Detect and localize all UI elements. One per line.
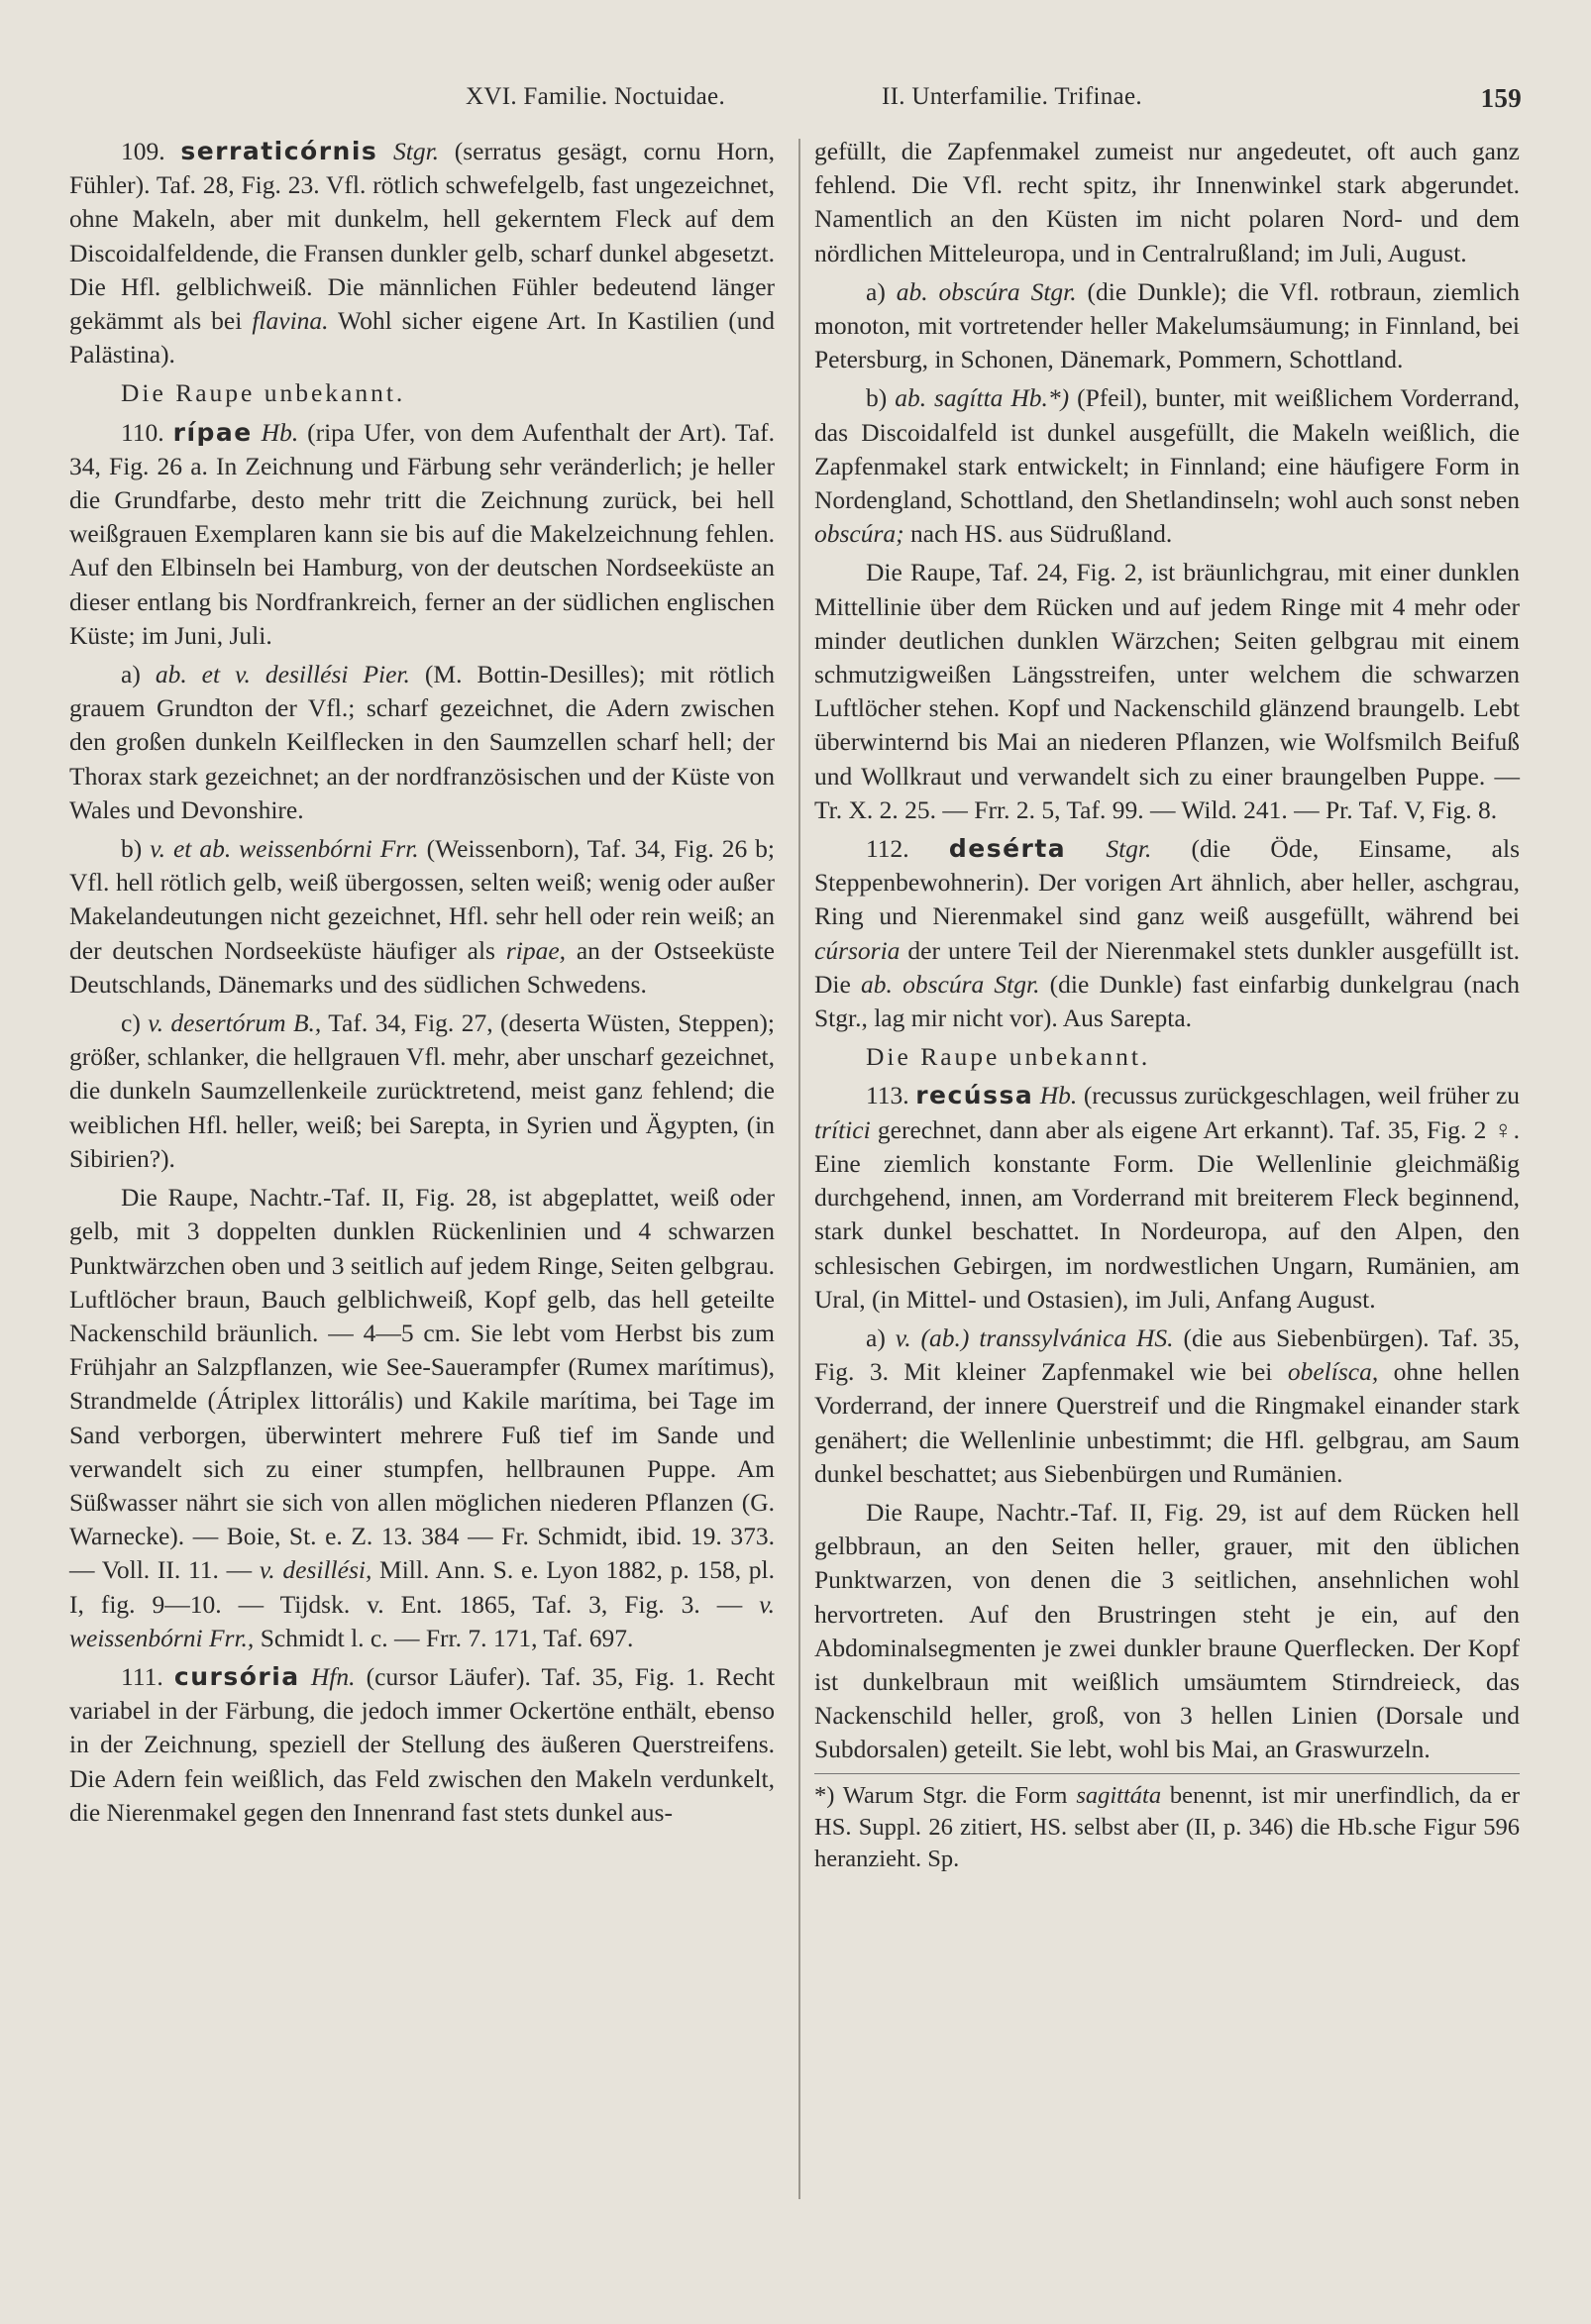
form-text: an der Ostseeküste Deutschlands, Dänemarks und des südlichen Schwedens.: [69, 935, 775, 999]
form-label: a): [866, 1322, 896, 1352]
form-110a: [69, 658, 775, 827]
left-column: [69, 135, 775, 1835]
species-reference: v. desillési,: [259, 1555, 372, 1585]
entry-text: der untere Teil der Nierenmakel stets dunkler ausgefüllt ist. Die: [814, 935, 1520, 999]
form-text: (die Dunkle); die Vfl. rotbraun, ziemlich monoton, mit vortretender heller Makelumsäumung; in Finnland, bei Petersburg, in Schonen, Dänemark, Pommern, Schottland.: [814, 276, 1520, 374]
entry-111-continued: [814, 135, 1520, 270]
running-header: [69, 83, 1522, 123]
form-name: v. (ab.) transsylvánica HS.: [895, 1322, 1174, 1352]
species-reference: ab. obscúra Stgr.: [861, 969, 1040, 999]
right-column: [814, 135, 1520, 1875]
larva-109: [69, 376, 775, 410]
larva-112: [814, 1040, 1520, 1074]
form-text: ohne hellen Vorderrand, der innere Querstreif und die Ringmakel einander stark genähert; die Wellenlinie unbestimmt; die Hfl. gelbgrau, am Saum dunkel beschattet; aus Siebenbürgen und Rumänien.: [814, 1357, 1521, 1488]
form-name: ab. sagítta Hb.*): [895, 383, 1070, 413]
species-author: Stgr.: [393, 137, 440, 165]
form-label: a): [121, 660, 156, 689]
entry-text: (die Dunkle) fast einfarbig dunkelgrau (nach Stgr., lag mir nicht vor). Aus Sarepta.: [814, 969, 1520, 1033]
form-110b: [69, 832, 775, 1002]
entry-text: (recussus zurückgeschlagen, weil früher zu: [1077, 1081, 1521, 1110]
form-label: b): [121, 834, 151, 864]
species-name: rípae: [172, 417, 253, 447]
species-reference: v. weissenbórni Frr.,: [69, 1589, 775, 1652]
species-name: serraticórnis: [180, 137, 378, 165]
species-reference: trítici: [814, 1114, 871, 1144]
page-number: 159: [1480, 83, 1522, 113]
form-label: c): [121, 1008, 149, 1038]
header-subfamily: II. Unterfamilie. Trifinae.: [882, 83, 1142, 110]
species-reference: cúrsoria: [814, 935, 901, 965]
header-family: XVI. Familie. Noctuidae.: [466, 83, 725, 110]
larva-110: [69, 1181, 775, 1655]
species-name: recússa: [915, 1081, 1034, 1110]
form-name: ab. et v. desillési Pier.: [155, 660, 410, 689]
form-text: (Weissenborn), Taf. 34, Fig. 26 b; Vfl. hell rötlich gelb, weiß übergossen, selten weiß; wenig oder außer Makelandeutungen nicht gezeichnet, Hfl. sehr hell oder rein weiß; an der deutschen Nordseeküste häufiger als: [69, 834, 775, 965]
species-reference: obelísca,: [1287, 1357, 1379, 1387]
form-label: b): [866, 383, 896, 413]
form-name: v. et ab. weissenbórni Frr.: [150, 834, 419, 864]
larva-113: [814, 1496, 1520, 1767]
footnote-text: benennt, ist mir unerfindlich, da er HS. Suppl. 26 zitiert, HS. selbst aber (II, p. 346) die Hb.sche Figur 596 heranzieht. Sp.: [814, 1781, 1520, 1872]
species-author: Hb.: [261, 417, 299, 447]
species-name: desérta: [948, 834, 1067, 864]
form-text: (M. Bottin-Desilles); mit rötlich grauem Grundton der Vfl.; scharf gezeichnet, die Adern zwischen den großen dunkeln Keilflecken in den Saumzellen scharf hell; der Thorax stark gezeichnet; an der nordfranzösischen und der Küste von Wales und Devonshire.: [69, 660, 776, 824]
larva-111: [814, 556, 1520, 827]
entry-text: (die Öde, Einsame, als Steppenbewohnerin). Der vorigen Art ähnlich, aber heller, aschgrau, Ring und Nierenmakel sind ganz weiß ausgefüllt, während bei: [814, 834, 1521, 931]
larva-text: Die Raupe, Taf. 24, Fig. 2, ist bräunlichgrau, mit einer dunklen Mittellinie über dem Rücken und auf jedem Ringe mit 4 mehr oder minder deutlichen dunklen Wärzchen; Seiten gelbgrau mit einem schmutzigweißen Längsstreifen, unter welchem die schwarzen Luftlöcher stehen. Kopf und Nackenschild glänzend braungelb. Lebt überwinternd bis Mai an niederen Pflanzen, wie Wolfsmilch Beifuß und Wollkraut und verwandelt sich zu einer braungelben Puppe. — Tr. X. 2. 25. — Frr. 2. 5, Taf. 99. — Wild. 241. — Pr. Taf. V, Fig. 8.: [814, 558, 1520, 824]
form-110c: [69, 1006, 775, 1176]
column-divider: [798, 139, 800, 2199]
species-author: Hfn.: [310, 1661, 356, 1691]
species-reference: flavina.: [252, 306, 329, 336]
species-reference: sagittáta: [1076, 1781, 1162, 1809]
larva-text: Schmidt l. c. — Frr. 7. 171, Taf. 697.: [254, 1623, 634, 1652]
entry-110: [69, 416, 775, 653]
entry-text: (serratus gesägt, cornu Horn, Fühler). Taf. 28, Fig. 23. Vfl. rötlich schwefelgelb, fast ungezeichnet, ohne Makeln, aber mit dunkelm, hell gekerntem Fleck auf dem Discoidalfeldende, die Fransen dunkler gelb, scharf dunkel abgesetzt. Die Hfl. gelblichweiß. Die männlichen Fühler bedeutend länger gekämmt als bei: [69, 137, 776, 336]
species-author: Stgr.: [1106, 834, 1152, 864]
entry-113: [814, 1079, 1520, 1316]
entry-number: 109.: [121, 137, 165, 165]
species-reference: ripae,: [505, 935, 567, 965]
form-111b: [814, 381, 1520, 551]
entry-text: (ripa Ufer, von dem Aufenthalt der Art). Taf. 34, Fig. 26 a. In Zeichnung und Färbung sehr veränderlich; je heller die Grundfarbe, desto mehr tritt die Zeichnung zurück, bei hell weißgrauen Exemplaren kann sie bis auf die Makelzeichnung fehlen. Auf den Elbinseln bei Hamburg, von der deutschen Nordseeküste an dieser entlang bis Nordfrankreich, ferner an der südlichen englischen Küste; im Juni, Juli.: [69, 417, 776, 650]
form-111a: [814, 275, 1520, 377]
species-author: Hb.: [1039, 1081, 1078, 1110]
entry-text: gefüllt, die Zapfenmakel zumeist nur angedeutet, oft auch ganz fehlend. Die Vfl. recht spitz, ihr Innenwinkel stark abgerundet. Namentlich an den Küsten im nicht polaren Nord- und dem nördlichen Mitteleuropa, und in Centralrußland; im Juli, August.: [814, 137, 1520, 267]
entry-109: [69, 135, 775, 371]
entry-111: [69, 1660, 775, 1830]
form-113a: [814, 1321, 1520, 1491]
entry-text: Wohl sicher eigene Art. In Kastilien (und Palästina).: [69, 306, 775, 370]
form-text: (Pfeil), bunter, mit weißlichem Vorderrand, das Discoidalfeld ist dunkel ausgefüllt, die Makeln weißlich, die Zapfenmakel stark entwickelt; in Finnland; eine häufigere Form in Nordengland, Schottland, den Shetlandinseln; wohl auch sonst neben: [814, 383, 1520, 515]
form-label: a): [866, 276, 897, 306]
footnote: [814, 1773, 1520, 1875]
form-text: Taf. 34, Fig. 27, (deserta Wüsten, Steppen); größer, schlanker, die hellgrauen Vfl. mehr, aber unscharf gezeichnet, die dunkeln Saumzellenkeile zurücktretend, meist ganz fehlend; die weiblichen Hfl. heller, weiß; bei Sarepta, in Syrien und Ägypten, (in Sibirien?).: [69, 1008, 775, 1173]
form-text: (die aus Siebenbürgen). Taf. 35, Fig. 3. Mit kleiner Zapfenmakel wie bei: [814, 1322, 1520, 1387]
form-name: v. desertórum B.,: [148, 1008, 322, 1038]
footnote-text: *) Warum Stgr. die Form: [814, 1781, 1077, 1809]
entry-number: 113.: [866, 1081, 909, 1110]
larva-text: Die Raupe, Nachtr.-Taf. II, Fig. 29, ist auf dem Rücken hell gelbbraun, an den Seiten heller, grauer, mit den üblichen Punktwarzen, von denen die 3 seitlichen, ansehnlichen wohl hervortreten. Auf den Brustringen steht je ein, auf den Abdominalsegmenten je zwei dunkler braune Querflecken. Der Kopf ist dunkelbraun mit weißlich umsäumtem Stirndreieck, das Nackenschild heller, groß, von 3 hellen Linien (Dorsale und Subdorsalen) geteilt. Sie lebt, wohl bis Mai, an Graswurzeln.: [814, 1497, 1520, 1764]
larva-text: Die Raupe unbekannt.: [121, 378, 406, 408]
species-name: cursória: [173, 1661, 300, 1691]
larva-text: Die Raupe, Nachtr.-Taf. II, Fig. 28, ist abgeplattet, weiß oder gelb, mit 3 doppelten dunklen Rückenlinien und 4 schwarzen Punktwärzchen oben und 3 seitlich auf jedem Ringe, Seiten gelbgrau. Luftlöcher braun, Bauch gelblichweiß, Kopf gelb, das hell geteilte Nackenschild bräunlich. — 4—5 cm. Sie lebt vom Herbst bis zum Frühjahr an Salzpflanzen, wie See-Sauerampfer (Rumex marítimus), Strandmelde (Átriplex littorális) und Kakile marítima, bei Tage im Sand verborgen, überwintert mehrere Fuß tief im Sande und verwandelt sich zu einer stumpfen, hellbraunen Puppe. Am Süßwasser nährt sie sich von allen möglichen niederen Pflanzen (G. Warnecke). — Boie, St. e. Z. 13. 384 — Fr. Schmidt, ibid. 19. 373. — Voll. II. 11. —: [69, 1183, 775, 1585]
larva-text: Die Raupe unbekannt.: [866, 1042, 1151, 1072]
form-text: nach HS. aus Südrußland.: [903, 519, 1173, 549]
entry-text: gerechnet, dann aber als eigene Art erkannt). Taf. 35, Fig. 2 ♀. Eine ziemlich konstante Form. Die Wellenlinie gleichmäßig durchgehend, innen, am Vorderrand mit breiterem Fleck beginnend, stark dunkel beschattet. In Nordeuropa, auf den Alpen, den schlesischen Gebirgen, im nordwestlichen Ungarn, Rumänien, am Ural, (in Mittel- und Ostasien), im Juli, Anfang August.: [814, 1114, 1520, 1314]
species-reference: obscúra;: [814, 519, 904, 549]
entry-number: 111.: [121, 1661, 163, 1691]
larva-text: Mill. Ann. S. e. Lyon 1882, p. 158, pl. I, fig. 9—10. — Tijdsk. v. Ent. 1865, Taf. 3, Fig. 3. —: [69, 1555, 775, 1619]
entry-number: 110.: [121, 417, 164, 447]
entry-number: 112.: [866, 834, 909, 864]
entry-text: (cursor Läufer). Taf. 35, Fig. 1. Recht variabel in der Färbung, die jedoch immer Ockertöne enthält, ebenso in der Zeichnung, speziell der Stellung des äußeren Querstreifens. Die Adern fein weißlich, das Feld zwischen den Makeln verdunkelt, die Nierenmakel gegen den Innenrand fast stets dunkel aus-: [69, 1661, 776, 1827]
entry-112: [814, 832, 1520, 1035]
form-name: ab. obscúra Stgr.: [896, 276, 1077, 306]
